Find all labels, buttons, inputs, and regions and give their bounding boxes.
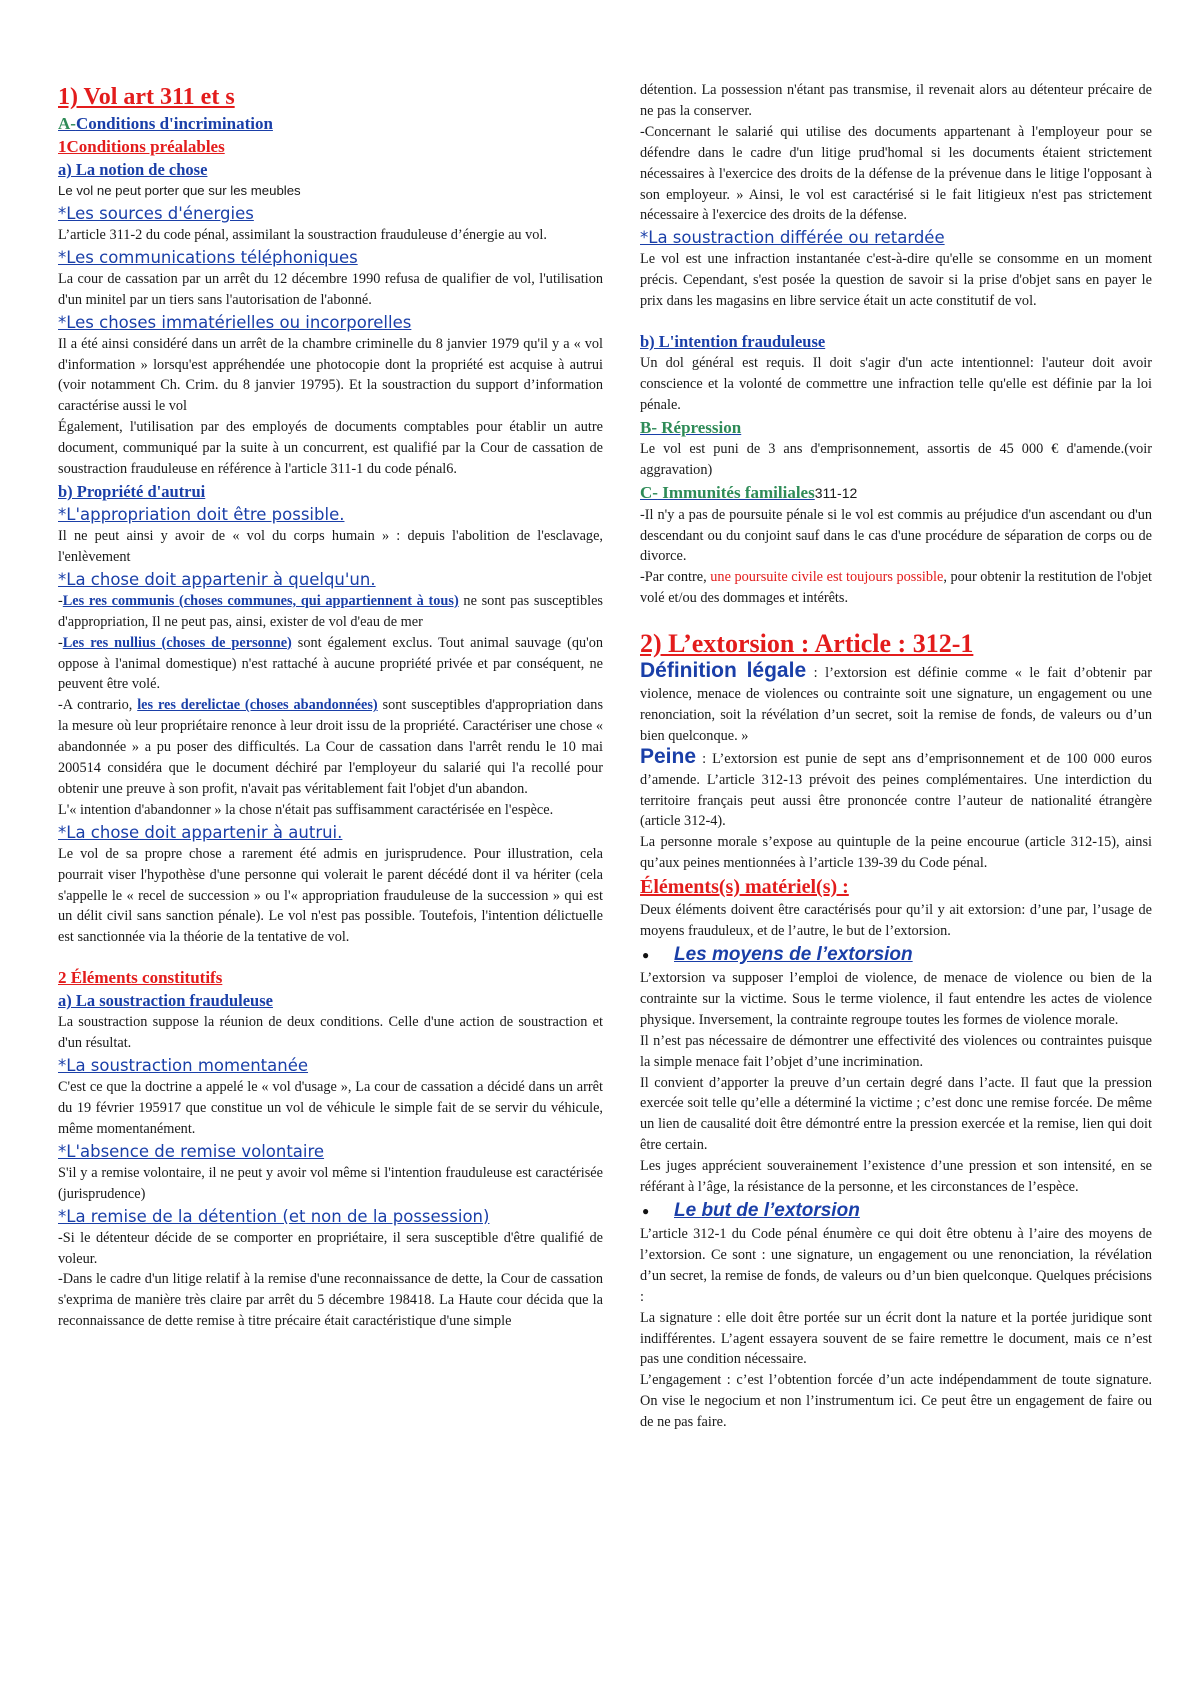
paragraph: Le vol ne peut porter que sur les meubles: [58, 183, 301, 198]
paragraph-res-communis: -Les res communis (choses communes, qui appartiennent à tous) ne sont pas susceptibles d'appropriation, Il ne peut pas, ainsi, exister de vol d'eau de mer: [58, 592, 603, 630]
heading-conditions-prealables: 1Conditions préalables: [58, 137, 225, 156]
heading-intention-frauduleuse: b) L'intention frauduleuse: [640, 332, 826, 352]
subheading: *La soustraction momentanée: [58, 1056, 309, 1076]
paragraph: Également, l'utilisation par des employés de documents comptables pour établir un autre document, communiqué par la suite à un concurrent, est qualifié par la Cour de cassation de soustraction frauduleuse en référence à l'article 311-1 du code pénal6.: [58, 419, 603, 478]
subheading: *L'absence de remise volontaire: [58, 1141, 325, 1161]
paragraph: L’article 312-1 du Code pénal énumère ce qui doit être obtenu à l’aire des moyens de l’extorsion. Ce sont : une signature, un engagement ou une renonciation, la révélation d’un secret, la remise de fonds, de valeurs ou d’un bien quelconque. Quelques précisions :: [640, 1225, 1152, 1305]
paragraph: -Par contre, une poursuite civile est toujours possible, pour obtenir la restitution de l'objet volé et/ou des dommages et intérêts.: [640, 569, 1153, 607]
heading-notion-chose: a) La notion de chose: [58, 160, 208, 179]
bullet-but: ● Le but de l’extorsion: [640, 1198, 1152, 1224]
heading-repression: B- Répression: [640, 417, 742, 437]
paragraph: L’article 311-2 du code pénal, assimilant la soustraction frauduleuse d’énergie au vol.: [58, 226, 547, 243]
subheading: *La chose doit appartenir à autrui.: [58, 822, 343, 842]
heading-conditions-incrimination: A-Conditions d'incrimination: [58, 114, 273, 133]
definition-label: Définition légale: [640, 659, 807, 683]
title-extorsion: 2) L’extorsion : Article : 312-1: [640, 629, 974, 659]
title-vol: 1) Vol art 311 et s: [58, 84, 235, 110]
paragraph: Le vol de sa propre chose a rarement été admis en jurisprudence. Pour illustration, cela pourrait viser l'hypothèse d'une personne qui volerait le parent décédé dont il va hériter (cela s'appelle le « recel de succession » ou l'« appropriation frauduleuse de la succession » qui est un délit civil sans sanction pénale). Le vol n'est pas possible. Toutefois, l'intention délictuelle est sanctionnée via la théorie de la tentative de vol.: [58, 845, 603, 946]
paragraph: Les juges apprécient souverainement l’existence d’une pression et son intensité, en se référant à l’âge, la résistance de la personne, et les circonstances de l’espèce.: [640, 1158, 1152, 1196]
peine-label: Peine: [640, 744, 697, 768]
paragraph: La cour de cassation par un arrêt du 12 décembre 1990 refusa de qualifier de vol, l'utilisation d'un minitel par un tiers sans l'autorisation de l'abonné.: [58, 270, 603, 308]
paragraph: L'« intention d'abandonner » la chose n'était pas suffisamment caractérisée en l'espèce.: [58, 801, 554, 818]
heading-elements-constitutifs: 2 Éléments constitutifs: [58, 968, 223, 988]
paragraph: La signature : elle doit être portée sur un écrit dont la nature et la portée juridique sont indifférentes. L’agent essayera souvent de se faire remettre le document, mais ce n’est pas une condition nécessaire.: [640, 1309, 1152, 1368]
paragraph: détention. La possession n'étant pas transmise, il revenait alors au détenteur précaire de ne pas la conserver.: [640, 82, 1152, 119]
subheading: *Les communications téléphoniques: [58, 247, 358, 267]
res-nullius-term: Les res nullius (choses de personne): [62, 634, 292, 651]
highlight-red: une poursuite civile est toujours possible: [710, 569, 944, 586]
left-column: [58, 82, 603, 1332]
paragraph-res-nullius: -Les res nullius (choses de personne) sont également exclus. Tout animal sauvage (qu'on oppose à l'animal domestique) n'est rattaché à aucune propriété privée et par conséquent, ne peuvent être volé.: [58, 634, 603, 693]
bullet-moyens: ● Les moyens de l’extorsion: [640, 942, 1152, 968]
heading-propriete-autrui: b) Propriété d'autrui: [58, 481, 206, 501]
paragraph: Il ne peut ainsi y avoir de « vol du corps humain » : depuis l'abolition de l'esclavage, l'enlèvement: [58, 527, 603, 565]
paragraph-peine: Peine : L’extorsion est punie de sept ans d’emprisonnement et de 100 000 euros d’amende. L’article 312-13 prévoit des peines complémentaires. Une interdiction du territoire français peut aussi être prononcée contre l’auteur de nationalité étrangère (article 312-4).: [640, 744, 1152, 830]
paragraph-res-derelictae: -A contrario, les res derelictae (choses abandonnées) sont susceptibles d'appropriation dans la mesure où leur propriétaire renonce à leur droit issu de la propriété. Caractériser une chose « abandonnée » a pu poser des difficultés. La Cour de cassation dans l'arrêt rendu le 10 mai 200514 considéra que le document déchiré par l'employeur du salarié qui l'a recollé pour obtenir une preuve à son profit, n'avait pas véritablement fait l'objet d'un abandon.: [58, 697, 604, 797]
paragraph: Le vol est puni de 3 ans d'emprisonnement, assortis de 45 000 € d'amende.(voir aggravation): [640, 440, 1152, 478]
subheading: *La soustraction différée ou retardée: [640, 228, 945, 248]
subheading: *Les choses immatérielles ou incorporelles: [58, 312, 412, 332]
paragraph: L’engagement : c’est l’obtention forcée d’un acte indépendamment de toute signature. On vise le negocium et non l’instrumentum ici. Ce peut être un engagement de faire ou de ne pas faire.: [640, 1372, 1152, 1431]
heading-elements-materiels: Éléments(s) matériel(s) :: [640, 876, 849, 899]
paragraph-definition: Définition légale : l’extorsion est définie comme « le fait d’obtenir par violence, menace de violences ou contrainte soit une signature, un engagement ou une renonciation, soit la révélation d’un secret, soit la remise de fonds, de valeurs ou d’un bien quelconque. »: [640, 659, 1152, 744]
subheading: *La chose doit appartenir à quelqu'un.: [58, 569, 376, 589]
paragraph: -Si le détenteur décide de se comporter en propriétaire, il sera susceptible d'être qualifié de voleur.: [58, 1229, 603, 1267]
paragraph: La personne morale s’expose au quintuple de la peine encourue (article 312-15), ainsi qu’aux peines mentionnées à l’article 139-39 du Code pénal.: [640, 834, 1152, 872]
heading-immunites: C- Immunités familiales311-12: [640, 482, 858, 502]
paragraph: -Dans le cadre d'un litige relatif à la remise d'une reconnaissance de dette, la Cour de cassation s'exprima de manière très claire par arrêt du 5 décembre 198418. La Haute cour décida que la reconnaissance de dette remise à titre précaire était caractéristique d'une simple: [58, 1271, 603, 1330]
paragraph: Il convient d’apporter la preuve d’un certain degré dans l’acte. Il faut que la pression exercée soit telle qu’elle a déterminé la victime ; c’est donc une remise forcée. De même un lien de causalité doit être démontré entre la pression exercée et la remise, lien qui doit être certain.: [640, 1074, 1152, 1154]
paragraph: Un dol général est requis. Il doit s'agir d'un acte intentionnel: l'auteur doit avoir conscience et la volonté de commettre une infraction telle qu'elle est définie par la loi pénale.: [640, 355, 1152, 413]
paragraph: -Concernant le salarié qui utilise des documents appartenant à l'employeur pour se défendre dans le cadre d'un litige prud'homal si les documents étaient strictement nécessaires à l'exercice des droits de la défense de la prévenue dans le litige l'opposant à son employeur. » Ainsi, le vol est caractérisé si le fait litigieux n'est pas strictement nécessaire à l'exercice des droits de la défense.: [640, 123, 1152, 224]
paragraph: -Il n'y a pas de poursuite pénale si le vol est commis au préjudice d'un ascendant ou d'un descendant ou du conjoint sauf dans le cas d'une procédure de séparation de corps ou de divorce.: [640, 506, 1152, 565]
paragraph: Deux éléments doivent être caractérisés pour qu’il y ait extorsion: d’une par, l’usage de moyens frauduleux, et de l’autre, le but de l’extorsion.: [640, 902, 1152, 940]
res-derelictae-term: les res derelictae (choses abandonnées): [137, 697, 378, 714]
paragraph: Il a été ainsi considéré dans un arrêt de la chambre criminelle du 8 janvier 1979 qu'il y a « vol d'information » lorsqu'est appréhendée une photocopie dont la propriété est acquise à autrui (voir notamment Ch. Crim. du 8 janvier 19795). Et la soustraction du support d’information caractérise aussi le vol: [58, 335, 603, 415]
paragraph: La soustraction suppose la réunion de deux conditions. Celle d'une action de soustraction et d'un résultat.: [58, 1014, 603, 1052]
paragraph: C'est ce que la doctrine a appelé le « vol d'usage », La cour de cassation a décidé dans un arrêt du 19 février 195917 que constitue un vol de véhicule le simple fait de se servir du véhicule, même momentanément.: [58, 1079, 603, 1137]
right-column: [640, 80, 1152, 1433]
subheading: *Les sources d'énergies: [58, 203, 254, 223]
subheading: *La remise de la détention (et non de la possession): [58, 1206, 490, 1226]
res-communis-term: Les res communis (choses communes, qui appartiennent à tous): [62, 592, 459, 609]
paragraph: Le vol est une infraction instantanée c'est-à-dire qu'elle se consomme en un moment précis. Cependant, s'est posée la question de savoir si la prise d'objet sans en payer le prix dans les magasins en libre service était un acte constitutif de vol.: [640, 251, 1152, 310]
paragraph: Il n’est pas nécessaire de démontrer une effectivité des violences ou contraintes puisque la simple menace fait l’objet d’une incrimination.: [640, 1032, 1152, 1070]
paragraph: L’extorsion va supposer l’emploi de violence, de menace de violence ou bien de la contrainte sur la victime. Sous le terme violence, il faut entendre les actes de violence physique. Inversement, la contrainte regroupe toutes les formes de violence morale.: [640, 970, 1152, 1028]
heading-soustraction: a) La soustraction frauduleuse: [58, 991, 273, 1011]
paragraph: S'il y a remise volontaire, il ne peut y avoir vol même si l'intention frauduleuse est caractérisée (jurisprudence): [58, 1164, 603, 1202]
subheading: *L'appropriation doit être possible.: [58, 504, 345, 524]
